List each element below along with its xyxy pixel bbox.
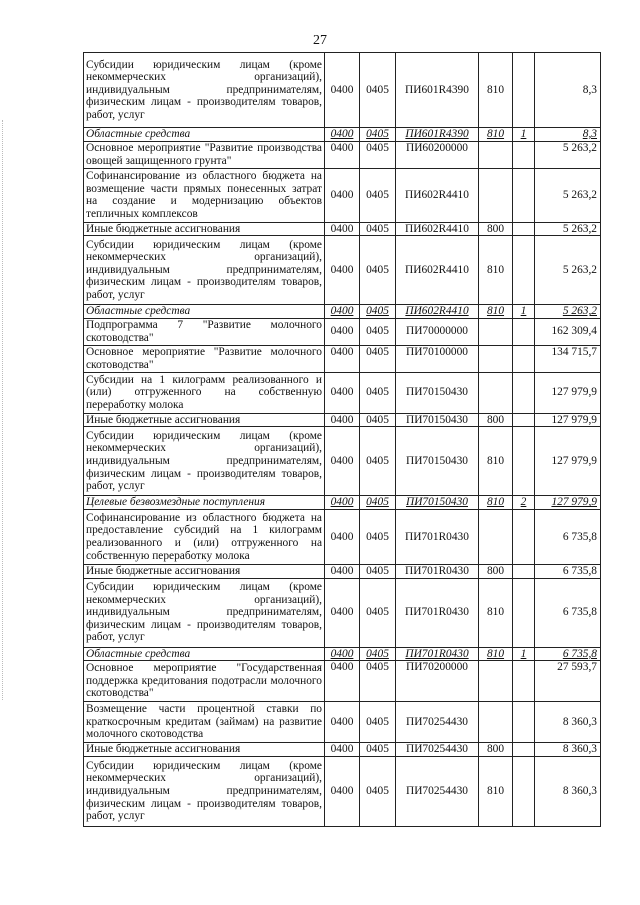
row-expense-type <box>479 661 513 702</box>
row-amount: 5 263,2 <box>535 222 601 236</box>
row-subsection: 0405 <box>360 222 396 236</box>
row-amount: 8 360,3 <box>535 756 601 826</box>
row-name: Софинансирование из областного бюджета на предоставление субсидий на 1 килограмм реализованного и (или) отгруженного на собственную переработку молока <box>84 509 325 564</box>
page-number: 27 <box>313 33 327 48</box>
row-amount: 8 360,3 <box>535 702 601 743</box>
row-subsection: 0405 <box>360 318 396 345</box>
row-expense-type: 810 <box>479 756 513 826</box>
row-name: Возмещение части процентной ставки по краткосрочным кредитам (займам) на развитие молочного скотоводства <box>84 702 325 743</box>
row-subsection: 0405 <box>360 702 396 743</box>
row-expense-type: 800 <box>479 222 513 236</box>
row-name: Субсидии юридическим лицам (кроме некоммерческих организаций), индивидуальным предпринимателям, физическим лицам - производителям товаров, работ, услуг <box>84 236 325 305</box>
row-amount: 8 360,3 <box>535 743 601 757</box>
row-amount: 6 735,8 <box>535 564 601 578</box>
table-row <box>84 222 601 236</box>
row-subsection: 0405 <box>360 661 396 702</box>
row-target-article: ПИ70254430 <box>396 702 479 743</box>
row-section: 0400 <box>325 128 360 142</box>
row-section: 0400 <box>325 168 360 222</box>
row-section: 0400 <box>325 236 360 305</box>
row-expense-type: 810 <box>479 53 513 128</box>
row-expense-type: 810 <box>479 427 513 496</box>
row-section: 0400 <box>325 702 360 743</box>
row-source <box>513 578 535 647</box>
row-target-article: ПИ70150430 <box>396 496 479 510</box>
row-amount: 8,3 <box>535 128 601 142</box>
row-source: 1 <box>513 305 535 319</box>
row-source <box>513 743 535 757</box>
row-source <box>513 141 535 168</box>
table-row <box>84 647 601 661</box>
row-source <box>513 236 535 305</box>
table-row <box>84 305 601 319</box>
row-source <box>513 702 535 743</box>
row-expense-type <box>479 345 513 372</box>
row-name: Областные средства <box>84 305 325 319</box>
row-name: Подпрограмма 7 "Развитие молочного скотоводства" <box>84 318 325 345</box>
table-row <box>84 53 601 128</box>
row-expense-type: 800 <box>479 413 513 427</box>
row-amount: 127 979,9 <box>535 372 601 413</box>
row-section: 0400 <box>325 427 360 496</box>
row-subsection: 0405 <box>360 141 396 168</box>
row-amount: 134 715,7 <box>535 345 601 372</box>
row-amount: 127 979,9 <box>535 496 601 510</box>
row-target-article: ПИ70150430 <box>396 372 479 413</box>
row-amount: 5 263,2 <box>535 305 601 319</box>
row-section: 0400 <box>325 661 360 702</box>
row-subsection: 0405 <box>360 345 396 372</box>
row-expense-type <box>479 372 513 413</box>
row-section: 0400 <box>325 743 360 757</box>
row-section: 0400 <box>325 496 360 510</box>
table-row <box>84 564 601 578</box>
row-name: Целевые безвозмездные поступления <box>84 496 325 510</box>
row-target-article: ПИ701R0430 <box>396 647 479 661</box>
row-name: Иные бюджетные ассигнования <box>84 222 325 236</box>
row-expense-type: 810 <box>479 128 513 142</box>
row-section: 0400 <box>325 53 360 128</box>
row-amount: 27 593,7 <box>535 661 601 702</box>
row-source <box>513 509 535 564</box>
row-target-article: ПИ602R4410 <box>396 236 479 305</box>
row-amount: 5 263,2 <box>535 236 601 305</box>
row-expense-type <box>479 509 513 564</box>
row-target-article: ПИ601R4390 <box>396 128 479 142</box>
row-amount: 5 263,2 <box>535 141 601 168</box>
row-section: 0400 <box>325 305 360 319</box>
row-source <box>513 756 535 826</box>
row-target-article: ПИ602R4410 <box>396 168 479 222</box>
table-row <box>84 318 601 345</box>
row-name: Субсидии на 1 килограмм реализованного и (или) отгруженного на собственную переработку молока <box>84 372 325 413</box>
row-subsection: 0405 <box>360 647 396 661</box>
row-subsection: 0405 <box>360 578 396 647</box>
row-name: Основное мероприятие "Развитие молочного скотоводства" <box>84 345 325 372</box>
row-target-article: ПИ70000000 <box>396 318 479 345</box>
row-section: 0400 <box>325 647 360 661</box>
row-name: Иные бюджетные ассигнования <box>84 564 325 578</box>
row-source <box>513 413 535 427</box>
row-name: Субсидии юридическим лицам (кроме некоммерческих организаций), индивидуальным предпринимателям, физическим лицам - производителям товаров, работ, услуг <box>84 578 325 647</box>
table-row <box>84 578 601 647</box>
row-section: 0400 <box>325 578 360 647</box>
table-row <box>84 141 601 168</box>
row-subsection: 0405 <box>360 236 396 305</box>
row-section: 0400 <box>325 509 360 564</box>
row-subsection: 0405 <box>360 168 396 222</box>
row-expense-type <box>479 168 513 222</box>
table-row <box>84 236 601 305</box>
row-amount: 127 979,9 <box>535 413 601 427</box>
scan-margin-line <box>2 120 5 700</box>
row-name: Основное мероприятие "Развитие производства овощей защищенного грунта" <box>84 141 325 168</box>
row-amount: 8,3 <box>535 53 601 128</box>
row-target-article: ПИ701R0430 <box>396 564 479 578</box>
table-row <box>84 413 601 427</box>
row-amount: 6 735,8 <box>535 647 601 661</box>
row-subsection: 0405 <box>360 128 396 142</box>
row-section: 0400 <box>325 564 360 578</box>
row-subsection: 0405 <box>360 509 396 564</box>
row-expense-type: 810 <box>479 578 513 647</box>
row-target-article: ПИ701R0430 <box>396 578 479 647</box>
row-target-article: ПИ70150430 <box>396 413 479 427</box>
table-row <box>84 128 601 142</box>
row-source <box>513 318 535 345</box>
row-source <box>513 53 535 128</box>
row-target-article: ПИ70100000 <box>396 345 479 372</box>
row-subsection: 0405 <box>360 564 396 578</box>
row-section: 0400 <box>325 318 360 345</box>
row-expense-type: 810 <box>479 647 513 661</box>
table-row <box>84 743 601 757</box>
row-name: Областные средства <box>84 647 325 661</box>
table-row <box>84 345 601 372</box>
table-row <box>84 372 601 413</box>
table-row <box>84 496 601 510</box>
table-row <box>84 661 601 702</box>
row-name: Субсидии юридическим лицам (кроме некоммерческих организаций), индивидуальным предпринимателям, физическим лицам - производителям товаров, работ, услуг <box>84 427 325 496</box>
row-source <box>513 345 535 372</box>
row-subsection: 0405 <box>360 496 396 510</box>
row-source <box>513 564 535 578</box>
row-section: 0400 <box>325 413 360 427</box>
row-subsection: 0405 <box>360 743 396 757</box>
row-source: 1 <box>513 128 535 142</box>
row-section: 0400 <box>325 222 360 236</box>
row-amount: 162 309,4 <box>535 318 601 345</box>
row-section: 0400 <box>325 345 360 372</box>
row-target-article: ПИ70254430 <box>396 743 479 757</box>
row-subsection: 0405 <box>360 305 396 319</box>
row-target-article: ПИ701R0430 <box>396 509 479 564</box>
row-target-article: ПИ60200000 <box>396 141 479 168</box>
row-source <box>513 661 535 702</box>
row-subsection: 0405 <box>360 372 396 413</box>
row-amount: 127 979,9 <box>535 427 601 496</box>
row-amount: 5 263,2 <box>535 168 601 222</box>
row-source <box>513 372 535 413</box>
row-source: 2 <box>513 496 535 510</box>
row-subsection: 0405 <box>360 427 396 496</box>
row-expense-type: 800 <box>479 564 513 578</box>
row-section: 0400 <box>325 756 360 826</box>
row-source <box>513 427 535 496</box>
row-target-article: ПИ601R4390 <box>396 53 479 128</box>
row-expense-type <box>479 702 513 743</box>
row-target-article: ПИ70254430 <box>396 756 479 826</box>
row-target-article: ПИ70150430 <box>396 427 479 496</box>
row-name: Субсидии юридическим лицам (кроме некоммерческих организаций), индивидуальным предпринимателям, физическим лицам - производителям товаров, работ, услуг <box>84 756 325 826</box>
row-name: Субсидии юридическим лицам (кроме некоммерческих организаций), индивидуальным предпринимателям, физическим лицам - производителям товаров, работ, услуг <box>84 53 325 128</box>
row-name: Иные бюджетные ассигнования <box>84 413 325 427</box>
row-amount: 6 735,8 <box>535 509 601 564</box>
row-amount: 6 735,8 <box>535 578 601 647</box>
row-name: Софинансирование из областного бюджета на возмещение части прямых понесенных затрат на создание и модернизацию объектов тепличных комплексов <box>84 168 325 222</box>
row-source <box>513 168 535 222</box>
row-expense-type: 810 <box>479 305 513 319</box>
row-section: 0400 <box>325 372 360 413</box>
row-name: Областные средства <box>84 128 325 142</box>
row-name: Основное мероприятие "Государственная поддержка кредитования подотрасли молочного скотоводства" <box>84 661 325 702</box>
table-row <box>84 427 601 496</box>
budget-table-body <box>84 53 601 827</box>
budget-table <box>83 52 601 827</box>
row-expense-type <box>479 141 513 168</box>
row-name: Иные бюджетные ассигнования <box>84 743 325 757</box>
row-section: 0400 <box>325 141 360 168</box>
row-target-article: ПИ602R4410 <box>396 222 479 236</box>
table-row <box>84 702 601 743</box>
table-row <box>84 756 601 826</box>
row-expense-type: 810 <box>479 496 513 510</box>
row-source: 1 <box>513 647 535 661</box>
row-subsection: 0405 <box>360 756 396 826</box>
row-expense-type <box>479 318 513 345</box>
row-target-article: ПИ70200000 <box>396 661 479 702</box>
row-expense-type: 800 <box>479 743 513 757</box>
row-expense-type: 810 <box>479 236 513 305</box>
table-row <box>84 168 601 222</box>
row-subsection: 0405 <box>360 413 396 427</box>
row-source <box>513 222 535 236</box>
row-subsection: 0405 <box>360 53 396 128</box>
table-row <box>84 509 601 564</box>
row-target-article: ПИ602R4410 <box>396 305 479 319</box>
